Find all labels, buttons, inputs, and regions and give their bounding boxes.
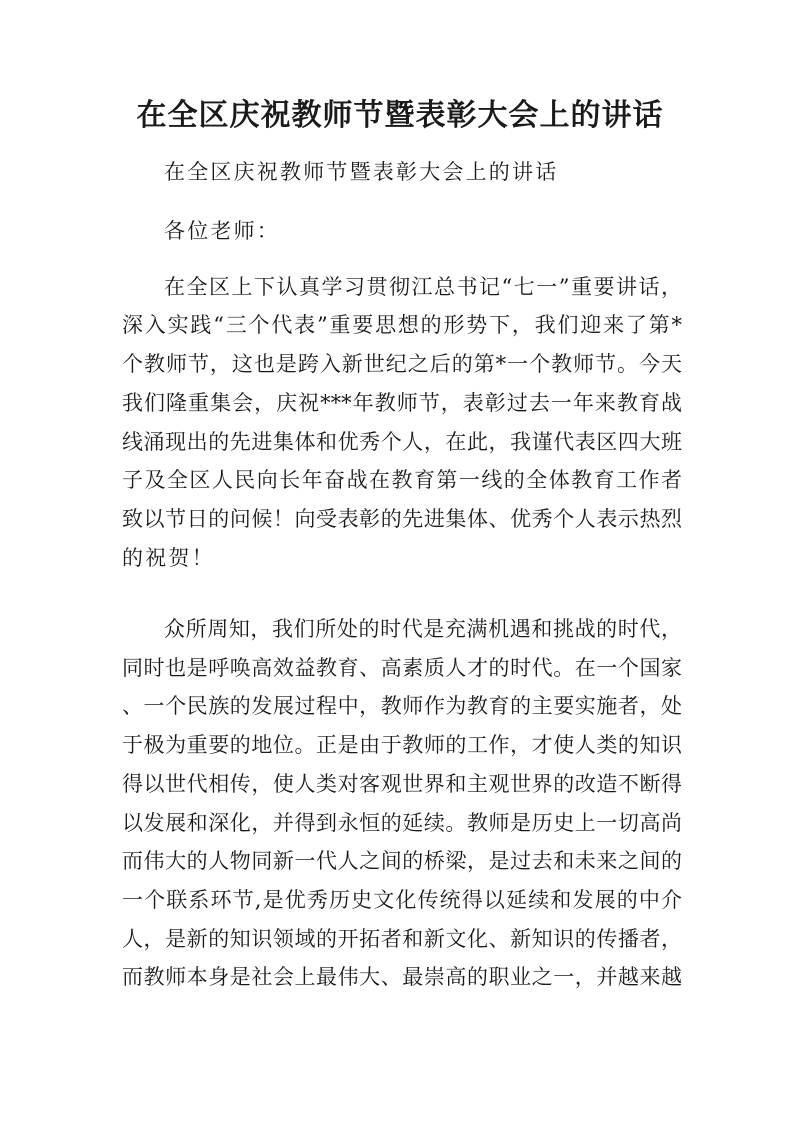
document-subtitle: 在全区庆祝教师节暨表彰大会上的讲话 xyxy=(164,160,559,184)
paragraph-2-line: 众所周知，我们所处的时代是充满机遇和挑战的时代， xyxy=(164,617,682,641)
paragraph-1-line: 线涌现出的先进集体和优秀个人，在此，我谨代表区四大班 xyxy=(122,430,682,454)
paragraph-1-line: 的祝贺！ xyxy=(122,546,215,570)
paragraph-2-line: 以发展和深化，并得到永恒的延续。教师是历史上一切高尚 xyxy=(122,811,682,835)
paragraph-2-line: 而教师本身是社会上最伟大、最崇高的职业之一，并越来越 xyxy=(122,965,682,989)
paragraph-2-line: 而伟大的人物同新一代人之间的桥梁，是过去和未来之间的 xyxy=(122,849,682,873)
paragraph-2-line: 、一个民族的发展过程中，教师作为教育的主要实施者，处 xyxy=(122,694,682,718)
paragraph-1-line: 致以节日的问候！向受表彰的先进集体、优秀个人表示热烈 xyxy=(122,507,682,531)
paragraph-1-line: 在全区上下认真学习贯彻江总书记“七一”重要讲话， xyxy=(164,275,682,299)
document-title: 在全区庆祝教师节暨表彰大会上的讲话 xyxy=(136,98,664,133)
paragraph-2-line: 一个联系环节,是优秀历史文化传统得以延续和发展的中介 xyxy=(122,888,682,912)
paragraph-1-line: 深入实践“三个代表”重要思想的形势下，我们迎来了第* xyxy=(122,313,682,337)
paragraph-2-line: 人，是新的知识领域的开拓者和新文化、新知识的传播者， xyxy=(122,927,682,951)
paragraph-1-line: 子及全区人民向长年奋战在教育第一线的全体教育工作者 xyxy=(122,468,682,492)
paragraph-2-line: 得以世代相传，使人类对客观世界和主观世界的改造不断得 xyxy=(122,772,682,796)
paragraph-2-line: 同时也是呼唤高效益教育、高素质人才的时代。在一个国家 xyxy=(122,656,682,680)
salutation: 各位老师： xyxy=(164,219,280,243)
paragraph-1-line: 个教师节，这也是跨入新世纪之后的第*一个教师节。今天 xyxy=(122,352,682,376)
paragraph-2-line: 于极为重要的地位。正是由于教师的工作，才使人类的知识 xyxy=(122,733,682,757)
paragraph-1-line: 我们隆重集会，庆祝***年教师节，表彰过去一年来教育战 xyxy=(122,391,682,415)
